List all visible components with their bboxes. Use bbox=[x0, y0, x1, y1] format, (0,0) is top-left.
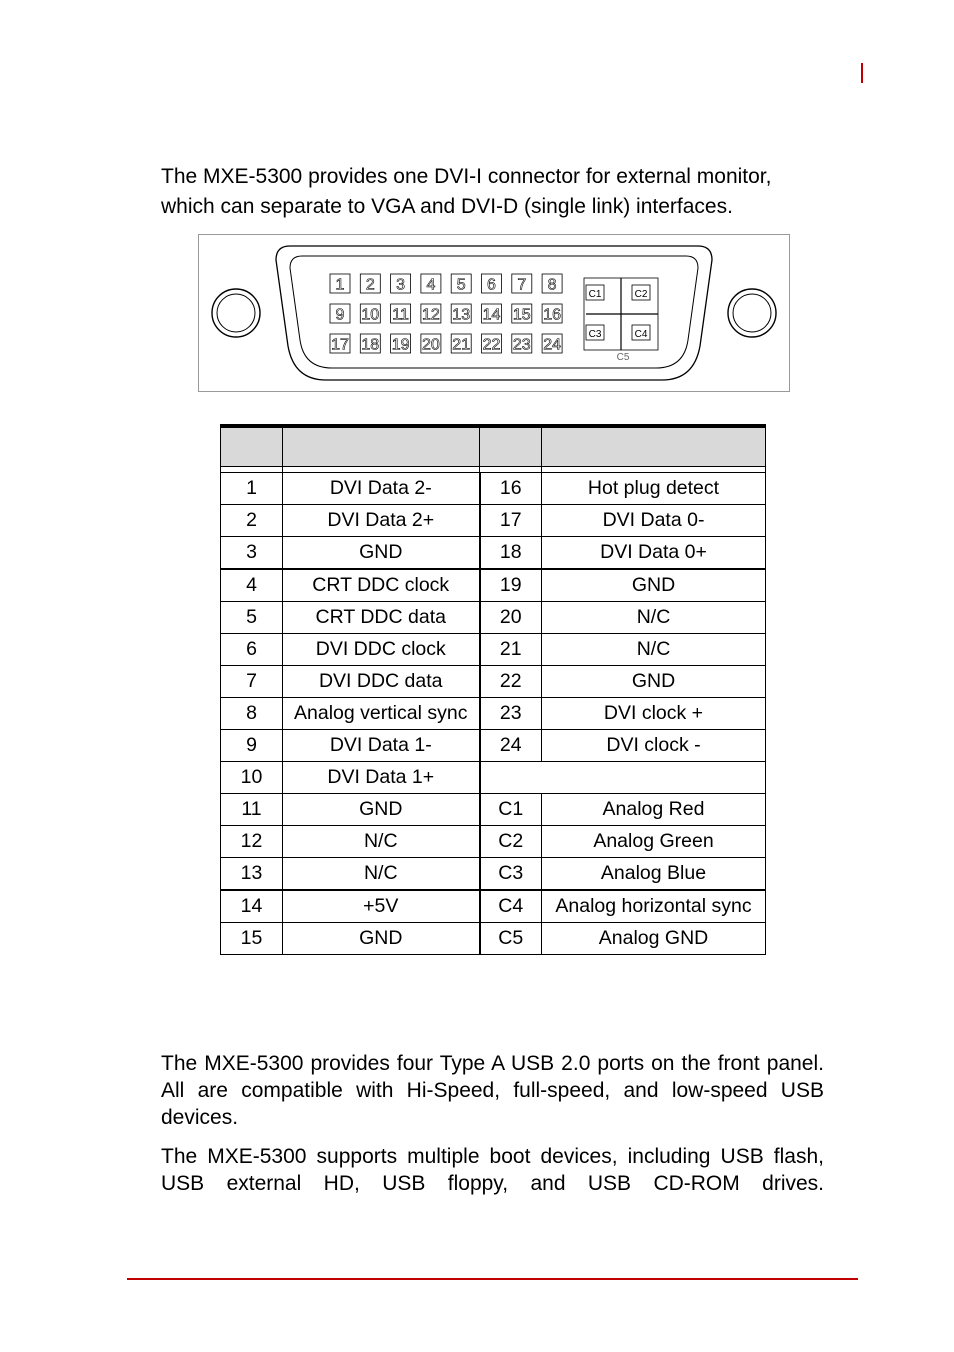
pin-number-cell: 19 bbox=[480, 569, 542, 602]
pin-label: 5 bbox=[456, 276, 466, 294]
analog-pin-label: C3 bbox=[588, 329, 602, 340]
table-row bbox=[221, 826, 766, 858]
pin-number-cell: 4 bbox=[221, 569, 283, 602]
pin-number-cell: 3 bbox=[221, 537, 283, 570]
pin-number-cell: C3 bbox=[480, 858, 542, 891]
signal-name-cell: N/C bbox=[542, 634, 766, 666]
pin-label: 22 bbox=[482, 336, 501, 354]
header-pin-2 bbox=[480, 426, 542, 467]
signal-name-cell: N/C bbox=[283, 858, 480, 891]
pin-label: 16 bbox=[543, 306, 561, 324]
signal-name-cell: DVI Data 2+ bbox=[283, 505, 480, 537]
pin-label: 18 bbox=[361, 336, 380, 354]
pin-number-cell: 10 bbox=[221, 762, 283, 794]
signal-name-cell: Hot plug detect bbox=[542, 473, 766, 505]
signal-name-cell: CRT DDC clock bbox=[283, 569, 480, 602]
pin-label: 7 bbox=[517, 276, 527, 294]
dvi-connector-diagram bbox=[198, 234, 790, 392]
table-row bbox=[221, 505, 766, 537]
table-row bbox=[221, 794, 766, 826]
analog-pin-label: C2 bbox=[634, 289, 648, 300]
table-row bbox=[221, 602, 766, 634]
usb-paragraph-1: The MXE-5300 provides four Type A USB 2.0 ports on the front panel. All are compatible with Hi-Speed, full-speed, and low-speed USB devices. bbox=[161, 1052, 824, 1129]
pin-label: 21 bbox=[452, 336, 471, 354]
table-row bbox=[221, 537, 766, 570]
pin-label: 8 bbox=[547, 276, 557, 294]
pin-label: 13 bbox=[452, 306, 471, 324]
signal-name-cell: +5V bbox=[283, 890, 480, 923]
header-marker bbox=[861, 63, 863, 83]
signal-name-cell: DVI Data 2- bbox=[283, 473, 480, 505]
signal-name-cell: DVI clock + bbox=[542, 698, 766, 730]
signal-name-cell: GND bbox=[542, 569, 766, 602]
pin-number-cell: C4 bbox=[480, 890, 542, 923]
table-row bbox=[221, 473, 766, 505]
pin-label: 2 bbox=[365, 276, 375, 294]
table-row bbox=[221, 923, 766, 955]
pin-number-cell: 12 bbox=[221, 826, 283, 858]
signal-name-cell: Analog Red bbox=[542, 794, 766, 826]
pin-label: 9 bbox=[335, 306, 345, 324]
signal-name-cell: DVI Data 0- bbox=[542, 505, 766, 537]
signal-name-cell: GND bbox=[542, 666, 766, 698]
pin-number-cell: 22 bbox=[480, 666, 542, 698]
table-row bbox=[221, 698, 766, 730]
pin-label: 20 bbox=[422, 336, 440, 354]
signal-name-cell: Analog Green bbox=[542, 826, 766, 858]
pin-number-cell: 18 bbox=[480, 537, 542, 570]
pin-label: 23 bbox=[512, 336, 531, 354]
signal-name-cell: DVI Data 0+ bbox=[542, 537, 766, 570]
signal-name-cell: N/C bbox=[542, 602, 766, 634]
pin-number-cell: 11 bbox=[221, 794, 283, 826]
signal-name-cell: DVI DDC data bbox=[283, 666, 480, 698]
pin-number-cell: 2 bbox=[221, 505, 283, 537]
pin-label: 24 bbox=[543, 336, 561, 354]
pin-label: 1 bbox=[335, 276, 345, 294]
pin-label: 17 bbox=[331, 336, 349, 354]
table-row bbox=[221, 890, 766, 923]
pin-number-cell: 6 bbox=[221, 634, 283, 666]
pin-number-cell: 9 bbox=[221, 730, 283, 762]
table-row bbox=[221, 569, 766, 602]
pin-label: 12 bbox=[422, 306, 440, 324]
footer-rule bbox=[127, 1278, 858, 1280]
signal-name-cell: CRT DDC data bbox=[283, 602, 480, 634]
header-signal-2 bbox=[542, 426, 766, 467]
signal-name-cell: Analog horizontal sync bbox=[542, 890, 766, 923]
signal-name-cell: Analog Blue bbox=[542, 858, 766, 891]
pin-number-cell: C1 bbox=[480, 794, 542, 826]
pin-label: 11 bbox=[392, 306, 409, 324]
pin-number-cell: 5 bbox=[221, 602, 283, 634]
pin-label: 15 bbox=[512, 306, 531, 324]
pin-number-cell: 1 bbox=[221, 473, 283, 505]
signal-name-cell: DVI Data 1+ bbox=[283, 762, 480, 794]
header-signal-1 bbox=[283, 426, 480, 467]
pin-number-cell: 13 bbox=[221, 858, 283, 891]
pin-label: 4 bbox=[426, 276, 436, 294]
pin-number-cell: 16 bbox=[480, 473, 542, 505]
table-row bbox=[221, 858, 766, 891]
dvi-intro-paragraph: The MXE-5300 provides one DVI-I connector for external monitor, which can separate to VGA and DVI-D (single link) interfaces. bbox=[161, 165, 772, 218]
signal-name-cell: GND bbox=[283, 923, 480, 955]
pin-number-cell: 21 bbox=[480, 634, 542, 666]
analog-pin-label: C1 bbox=[588, 289, 602, 300]
pin-label: 6 bbox=[487, 276, 496, 294]
signal-name-cell: DVI Data 1- bbox=[283, 730, 480, 762]
pin-label: 10 bbox=[361, 306, 380, 324]
pin-number-cell: 8 bbox=[221, 698, 283, 730]
pin-number-cell: C2 bbox=[480, 826, 542, 858]
signal-name-cell: N/C bbox=[283, 826, 480, 858]
signal-name-cell: DVI clock - bbox=[542, 730, 766, 762]
signal-name-cell: DVI DDC clock bbox=[283, 634, 480, 666]
pin-label: 3 bbox=[396, 276, 406, 294]
pin-label: 19 bbox=[391, 336, 410, 354]
signal-name-cell: Analog vertical sync bbox=[283, 698, 480, 730]
pin-number-cell: 20 bbox=[480, 602, 542, 634]
pin-number-cell: 7 bbox=[221, 666, 283, 698]
empty-cell bbox=[480, 762, 766, 794]
pin-label: 14 bbox=[482, 306, 501, 324]
dvi-pin-assignment-table bbox=[220, 424, 766, 955]
table-header-row bbox=[221, 426, 766, 467]
pin-number-cell: 24 bbox=[480, 730, 542, 762]
analog-pin-label: C4 bbox=[634, 329, 648, 340]
signal-name-cell: Analog GND bbox=[542, 923, 766, 955]
table-row bbox=[221, 762, 766, 794]
table-row bbox=[221, 730, 766, 762]
table-row bbox=[221, 634, 766, 666]
pin-number-cell: C5 bbox=[480, 923, 542, 955]
analog-pin-label: C5 bbox=[616, 352, 630, 363]
signal-name-cell: GND bbox=[283, 794, 480, 826]
pin-number-cell: 15 bbox=[221, 923, 283, 955]
header-pin-1 bbox=[221, 426, 283, 467]
pin-number-cell: 14 bbox=[221, 890, 283, 923]
usb-paragraph-2: The MXE-5300 supports multiple boot devices, including USB flash, USB external HD, USB floppy, and USB CD-ROM drives. bbox=[161, 1145, 824, 1195]
pin-number-cell: 23 bbox=[480, 698, 542, 730]
signal-name-cell: GND bbox=[283, 537, 480, 570]
table-row bbox=[221, 666, 766, 698]
pin-number-cell: 17 bbox=[480, 505, 542, 537]
